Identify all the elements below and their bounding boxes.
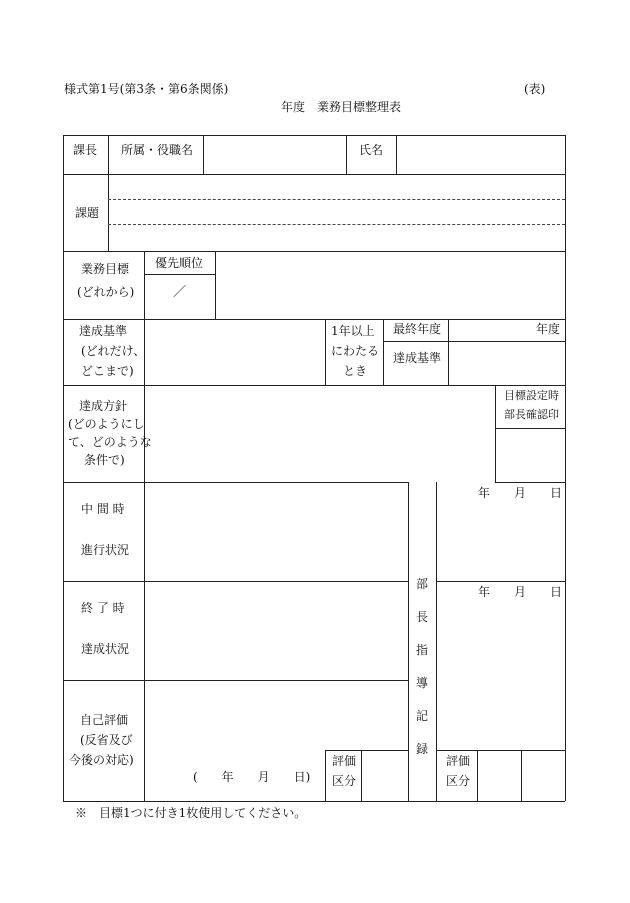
table-line (436, 581, 565, 582)
jiko-field[interactable] (145, 681, 407, 749)
hoshin-sublabel: (どのようにし (68, 417, 145, 431)
confirm-seal-box (496, 429, 564, 481)
kadai-field[interactable] (109, 175, 564, 250)
table-line (346, 135, 347, 174)
table-line (63, 801, 565, 802)
eval-label: 評価 (332, 754, 357, 768)
eval-label: 区分 (446, 774, 471, 788)
multi-year-label: とき (343, 364, 368, 378)
table-line (63, 135, 64, 801)
eval-box[interactable] (362, 751, 407, 800)
tassei-sublabel: (どれだけ、 (81, 344, 146, 358)
priority-slash: ／ (173, 285, 187, 300)
jiko-label: 自己評価 (80, 713, 129, 727)
hoshin-sublabel: 条件で) (84, 453, 125, 467)
table-line (325, 319, 326, 385)
form-number: 様式第1号(第3条・第6条関係) (64, 82, 229, 96)
table-line (495, 482, 565, 483)
bucho-shido-label (408, 568, 436, 766)
table-line (448, 319, 449, 385)
bucho-char: 長 (415, 610, 428, 624)
bucho-char: 録 (415, 742, 428, 756)
kacho-label: 課長 (73, 143, 98, 157)
bucho-char: 指 (415, 643, 428, 657)
eval-box[interactable] (522, 751, 564, 800)
hoshin-field[interactable] (145, 386, 494, 481)
tassei-sublabel: どこまで) (81, 364, 134, 378)
eval-label: 区分 (332, 774, 357, 788)
eval-box[interactable] (478, 751, 520, 800)
bucho-char: 部 (415, 577, 428, 591)
year-label: 年度 (536, 322, 561, 336)
tassei-field[interactable] (145, 320, 324, 384)
table-line (565, 135, 566, 801)
page-side-label: (表) (524, 82, 546, 96)
confirm-label: 目標設定時 (504, 389, 559, 402)
table-line (325, 750, 326, 801)
form-title: 年度 業務目標整理表 (281, 100, 402, 114)
table-line (383, 341, 565, 342)
final-year-label: 最終年度 (393, 322, 442, 336)
confirm-label: 部長確認印 (504, 408, 559, 421)
footer-note: ※ 目標1つに付き1枚使用してください。 (75, 806, 307, 820)
shozoku-field[interactable] (204, 136, 345, 173)
gyomu-sublabel: (どれから) (77, 285, 135, 299)
criteria-label: 達成基準 (393, 351, 442, 365)
hoshin-sublabel: て、どのような (68, 435, 152, 449)
gyomu-field[interactable] (216, 252, 564, 318)
shozoku-label: 所属・役職名 (121, 143, 194, 157)
hoshin-label: 達成方針 (79, 399, 128, 413)
jiko-sublabel: (反省及び (80, 733, 133, 747)
multi-year-label: 1年以上 (331, 324, 375, 338)
chukan-label: 中 間 時 (81, 502, 125, 516)
table-line (436, 482, 437, 801)
eval-label: 評価 (446, 754, 471, 768)
tassei-label: 達成基準 (79, 324, 128, 338)
shuryo-field[interactable] (145, 582, 407, 679)
table-line (108, 135, 109, 174)
priority-label: 優先順位 (155, 256, 204, 270)
gyomu-label: 業務目標 (81, 262, 130, 276)
table-line (383, 319, 384, 385)
chukan-date: 年 月 日 (478, 486, 563, 500)
jiko-sublabel: 今後の対応) (69, 753, 134, 767)
kadai-label: 課題 (75, 206, 100, 220)
shuryo-date: 年 月 日 (478, 585, 563, 599)
shuryo-label: 終 了 時 (81, 601, 125, 615)
table-line (144, 274, 215, 275)
bucho-char: 記 (415, 709, 428, 723)
shimei-label: 氏名 (359, 143, 384, 157)
bucho-char: 導 (415, 676, 428, 690)
shimei-field[interactable] (397, 136, 564, 173)
jiko-date: ( 年 月 日) (193, 770, 311, 784)
multi-year-label: にわたる (331, 344, 380, 358)
chukan-sublabel: 進行状況 (81, 543, 130, 557)
chukan-field[interactable] (145, 483, 407, 580)
shuryo-sublabel: 達成状況 (81, 642, 130, 656)
